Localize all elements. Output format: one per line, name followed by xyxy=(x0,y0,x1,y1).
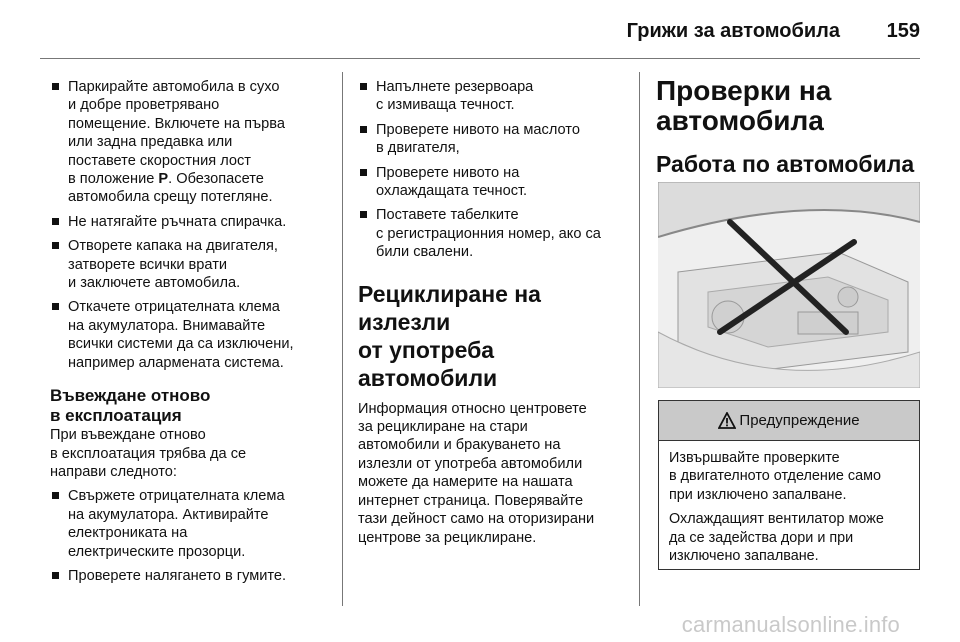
list-item: Свържете отрицателната клема на акумулатора. Активирайте електрониката на електрическите прозорци. xyxy=(50,487,335,561)
section-subheading: Въвеждане отново в експлоатация xyxy=(50,386,211,426)
list-item: Откачете отрицателната клема на акумулатора. Внимавайте всички системи да са изключени, например алармената система. xyxy=(50,298,335,372)
list-item: Проверете нивото на охлаждащата течност. xyxy=(358,164,633,201)
warning-triangle-icon xyxy=(718,412,736,430)
column-3 xyxy=(656,76,926,178)
warning-box xyxy=(658,400,920,570)
list-item: Напълнете резервоара с измиваща течност. xyxy=(358,78,633,115)
page-title: Проверки на автомобила xyxy=(656,75,832,136)
section-subheading: Работа по автомобила xyxy=(656,151,915,177)
list-item: Проверете нивото на маслото в двигателя, xyxy=(358,121,633,158)
warning-body xyxy=(659,441,919,565)
warning-paragraph: Извършвайте проверките в двигателното отделение само при изключено запалване. xyxy=(669,450,881,503)
column-2 xyxy=(358,78,633,553)
recycling-heading: Рециклиране на излезли от употреба автомобили xyxy=(358,280,541,391)
list-item: Поставете табелките с регистрационния номер, ако са били свалени. xyxy=(358,206,633,261)
page-number: 159 xyxy=(886,20,920,42)
engine-hood-illustration xyxy=(658,182,920,388)
recycling-paragraph: Информация относно центровете за рециклиране на стари автомобили и бракуването на излезли от употреба автомобили можете да намерите на нашата интернет страница. Поверявайте тази дейност само на оторизирани центрове за рециклиране. xyxy=(358,400,595,546)
intro-paragraph: При въвеждане отново в експлоатация трябва да се направи следното: xyxy=(50,427,247,480)
list-item xyxy=(50,78,335,207)
engine-illustration-icon xyxy=(658,182,920,388)
warning-header xyxy=(659,401,919,441)
warning-paragraph: Охлаждащият вентилатор може да се задейства дори и при изключено запалване. xyxy=(669,511,884,565)
header-title: Грижи за автомобила xyxy=(626,20,840,42)
header-rule xyxy=(40,58,920,59)
page-header xyxy=(0,0,960,56)
list-item: Отворете капака на двигателя, затворете всички врати и заключете автомобила. xyxy=(50,237,335,292)
column-1 xyxy=(50,78,335,591)
warning-title: Предупреждение xyxy=(739,412,860,429)
gear-position-p: P xyxy=(158,171,169,188)
column-divider-2 xyxy=(639,72,640,606)
list-item-text: Паркирайте автомобила в сухо и добре проветрявано помещение. Включете на първа или задна предавка или поставете скоростния лост в положение xyxy=(68,79,285,188)
list-item-text-tail: . Обезопасете автомобила срещу потегляне. xyxy=(68,171,273,206)
column-divider-1 xyxy=(342,72,343,606)
list-item: Проверете налягането в гумите. xyxy=(50,567,335,585)
list-item: Не натягайте ръчната спирачка. xyxy=(50,213,335,231)
watermark: carmanualsonline.info xyxy=(681,612,900,637)
